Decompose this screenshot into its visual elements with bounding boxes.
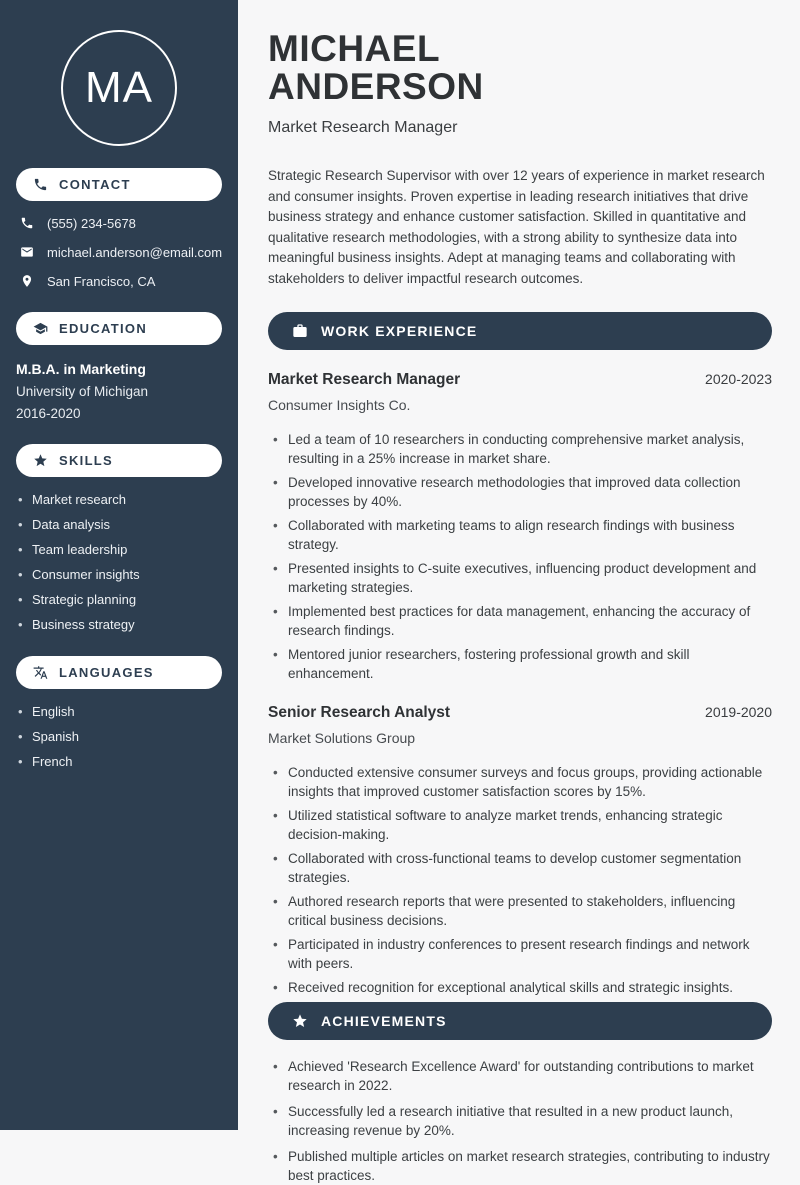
- achievement-bullet: • Successfully led a research initiative that resulted in a new product launch, increasing revenue by 20%.: [272, 1102, 772, 1140]
- job-bullet: • Presented insights to C-suite executives, influencing product development and marketing strategies.: [272, 559, 772, 597]
- skill-item: • Business strategy: [18, 617, 224, 633]
- envelope-icon: [20, 245, 34, 259]
- languages-section-header: [16, 656, 222, 689]
- job-company: Market Solutions Group: [268, 730, 416, 746]
- education-entry: [0, 345, 238, 421]
- briefcase-icon: [292, 323, 308, 339]
- job-bullet: • Received recognition for exceptional analytical skills and strategic insights.: [272, 978, 772, 997]
- job-bullet: • Led a team of 10 researchers in conducting comprehensive market analysis, resulting in a 25% increase in market share.: [272, 430, 772, 468]
- education-section-header: [16, 312, 222, 345]
- star-icon: [33, 453, 48, 468]
- avatar: [61, 30, 177, 146]
- job-position-title: Senior Research Analyst: [268, 704, 451, 721]
- job-header: [268, 704, 772, 722]
- phone-icon: [33, 177, 48, 192]
- job-bullet: • Collaborated with marketing teams to align research findings with business strategy.: [272, 516, 772, 554]
- candidate-last-name: ANDERSON: [268, 66, 484, 107]
- phone-icon: [20, 216, 34, 230]
- language-item: • English: [18, 704, 224, 720]
- work-experience-section-header: [268, 312, 772, 350]
- skill-item: • Consumer insights: [18, 567, 224, 583]
- job-entry: [268, 371, 772, 683]
- work-experience-section-title: WORK EXPERIENCE: [321, 323, 478, 339]
- achievements-list: [268, 1057, 772, 1185]
- candidate-name: [268, 30, 772, 106]
- education-school: University of Michigan: [16, 384, 149, 399]
- achievements-section-title: ACHIEVEMENTS: [321, 1013, 447, 1029]
- skills-list: [0, 492, 238, 633]
- phone-number: (555) 234-5678: [47, 215, 136, 231]
- education-section-title: EDUCATION: [59, 321, 148, 336]
- languages-section-title: LANGUAGES: [59, 665, 154, 680]
- sidebar: [0, 0, 238, 1130]
- job-bullet: • Developed innovative research methodologies that improved data collection processes by 40%.: [272, 473, 772, 511]
- skill-item: • Market research: [18, 492, 224, 508]
- job-bullet: • Participated in industry conferences to present research findings and network with peers.: [272, 935, 772, 973]
- main-content: [238, 0, 800, 1183]
- job-entry: [268, 704, 772, 997]
- job-bullet-list: [268, 763, 772, 997]
- job-dates: 2019-2020: [705, 704, 772, 720]
- education-degree: M.B.A. in Marketing: [16, 361, 146, 377]
- email-address: michael.anderson@email.com: [47, 244, 223, 260]
- languages-list: [0, 704, 238, 770]
- job-bullet-list: [268, 430, 772, 683]
- profile-summary: Strategic Research Supervisor with over 12 years of experience in market research and consumer insights. Proven expertise in leading research initiatives that drive business strategy and enhance customer satisfaction. Skilled in quantitative and qualitative research methodologies, with a strong ability to synthesize data into meaningful business insights. Adept at managing teams and collaborating with stakeholders to deliver impactful research outcomes.: [268, 168, 765, 286]
- education-years: 2016-2020: [16, 406, 81, 421]
- contact-section-title: CONTACT: [59, 177, 131, 192]
- skill-item: • Strategic planning: [18, 592, 224, 608]
- location-text: San Francisco, CA: [47, 273, 156, 289]
- job-company: Consumer Insights Co.: [268, 397, 411, 413]
- achievement-bullet: • Achieved 'Research Excellence Award' for outstanding contributions to market research in 2022.: [272, 1057, 772, 1095]
- avatar-initials: MA: [85, 63, 153, 112]
- job-bullet: • Conducted extensive consumer surveys and focus groups, providing actionable insights that improved customer satisfaction scores by 15%.: [272, 763, 772, 801]
- job-bullet: • Implemented best practices for data management, enhancing the accuracy of research findings.: [272, 602, 772, 640]
- job-bullet: • Mentored junior researchers, fostering professional growth and skill enhancement.: [272, 645, 772, 683]
- achievements-section-header: [268, 1002, 772, 1040]
- language-item: • Spanish: [18, 729, 224, 745]
- job-dates: 2020-2023: [705, 371, 772, 387]
- skill-item: • Data analysis: [18, 517, 224, 533]
- contact-list: [0, 215, 238, 289]
- translate-icon: [33, 665, 48, 680]
- contact-section-header: [16, 168, 222, 201]
- job-bullet: • Utilized statistical software to analyze market trends, enhancing strategic decision-making.: [272, 806, 772, 844]
- skills-section-title: SKILLS: [59, 453, 114, 468]
- skills-section-header: [16, 444, 222, 477]
- job-bullet: • Collaborated with cross-functional teams to develop customer segmentation strategies.: [272, 849, 772, 887]
- contact-location-row: [20, 273, 224, 289]
- graduation-cap-icon: [33, 321, 48, 336]
- skill-item: • Team leadership: [18, 542, 224, 558]
- contact-phone-row: [20, 215, 224, 231]
- candidate-job-title: Market Research Manager: [268, 119, 458, 136]
- achievement-bullet: • Published multiple articles on market research strategies, contributing to industry best practices.: [272, 1147, 772, 1185]
- candidate-first-name: MICHAEL: [268, 28, 441, 69]
- language-item: • French: [18, 754, 224, 770]
- job-bullet: • Authored research reports that were presented to stakeholders, influencing critical business decisions.: [272, 892, 772, 930]
- map-pin-icon: [20, 274, 34, 288]
- job-position-title: Market Research Manager: [268, 371, 461, 388]
- star-icon: [292, 1013, 308, 1029]
- job-header: [268, 371, 772, 389]
- contact-email-row: [20, 244, 224, 260]
